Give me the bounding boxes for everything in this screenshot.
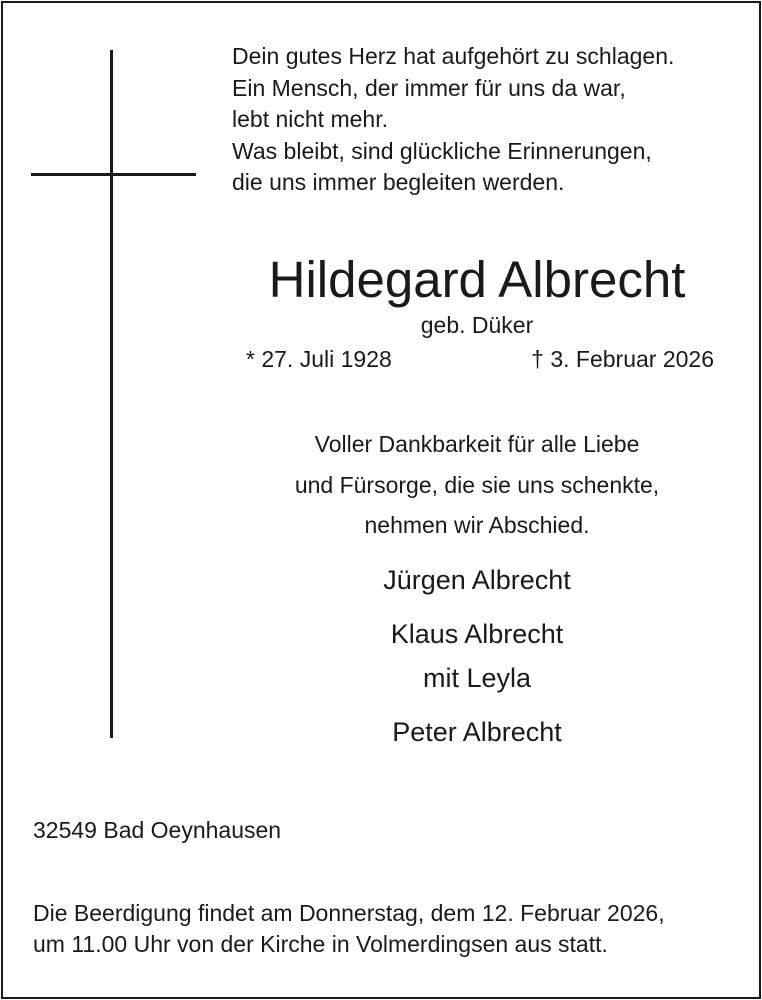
thanks-line: Voller Dankbarkeit für alle Liebe <box>314 431 640 457</box>
place-of-residence: 32549 Bad Oeynhausen <box>33 817 282 843</box>
mourner-name: Klaus Albrecht <box>390 619 564 649</box>
poem-line: Dein gutes Herz hat aufgehört zu schlagen. <box>232 43 675 69</box>
poem-line: Was bleibt, sind glückliche Erinnerungen, <box>232 137 652 164</box>
death-date: † 3. Februar 2026 <box>531 346 714 372</box>
mourner-name: Jürgen Albrecht <box>383 565 571 595</box>
mourners-list <box>232 558 722 754</box>
cross-vertical-bar <box>110 50 113 738</box>
birth-date: * 27. Juli 1928 <box>246 346 392 372</box>
funeral-line: um 11.00 Uhr von der Kirche in Volmerdingsen aus statt. <box>33 931 608 957</box>
poem-verse <box>232 41 732 199</box>
poem-line: lebt nicht mehr. <box>232 106 388 132</box>
mourner-name: Peter Albrecht <box>392 717 562 747</box>
thanks-line: und Fürsorge, die sie uns schenkte, <box>294 471 660 498</box>
deceased-name: Hildegard Albrecht <box>268 251 686 308</box>
thanks-text <box>232 424 722 546</box>
cross-horizontal-bar <box>31 173 196 176</box>
poem-line: die uns immer begleiten werden. <box>232 169 565 195</box>
funeral-line: Die Beerdigung findet am Donnerstag, dem 12. Februar 2026, <box>33 900 665 926</box>
funeral-notice <box>33 898 665 960</box>
thanks-line: nehmen wir Abschied. <box>364 512 590 538</box>
mourner-partner: mit Leyla <box>422 663 532 693</box>
maiden-name: geb. Düker <box>420 312 534 338</box>
poem-line: Ein Mensch, der immer für uns da war, <box>232 74 626 101</box>
